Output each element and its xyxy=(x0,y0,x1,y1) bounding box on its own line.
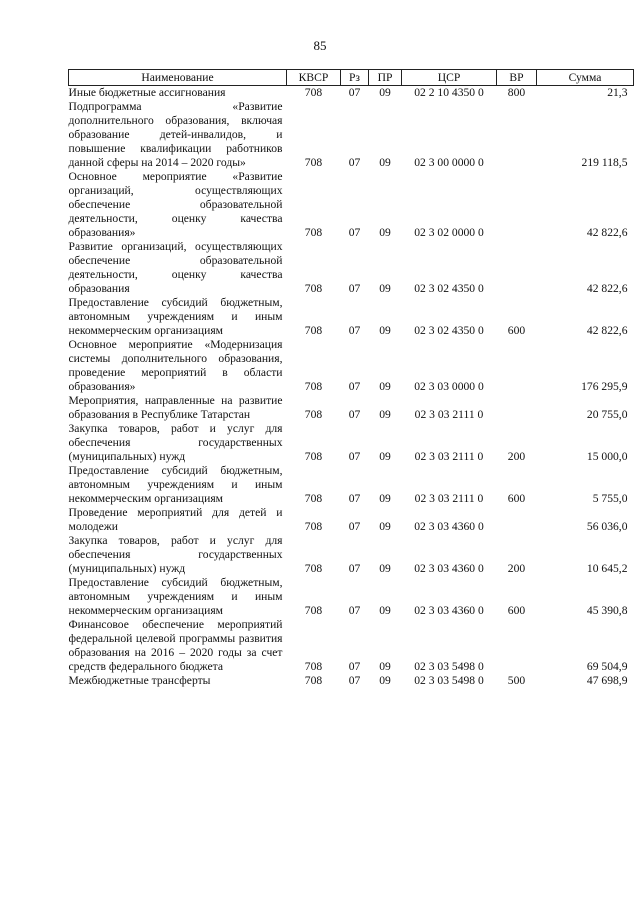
cell-kvsr: 708 xyxy=(304,660,323,673)
cell-name: Финансовое обеспечение мероприятий федеральной целевой программы развития образования на 2016 – 2020 годы за счет средств федерального бюджета xyxy=(68,618,283,673)
cell-rz: 07 xyxy=(348,674,361,687)
table-body xyxy=(69,86,634,689)
cell-csr: 02 2 10 4350 0 xyxy=(414,86,484,99)
cell-sum: 219 118,5 xyxy=(581,156,628,169)
cell-sum: 47 698,9 xyxy=(586,674,628,687)
table-row xyxy=(69,394,634,422)
cell-rz: 07 xyxy=(348,562,361,575)
table-row xyxy=(69,618,634,674)
cell-pr: 09 xyxy=(379,604,391,617)
cell-name: Закупка товаров, работ и услуг для обеспечения государственных (муниципальных) нужд xyxy=(68,534,283,575)
cell-sum: 42 822,6 xyxy=(586,324,628,337)
table-row xyxy=(69,506,634,534)
cell-kvsr: 708 xyxy=(304,520,323,533)
cell-name: Закупка товаров, работ и услуг для обеспечения государственных (муниципальных) нужд xyxy=(68,422,283,463)
cell-vr: 200 xyxy=(507,562,526,575)
cell-name: Межбюджетные трансферты xyxy=(68,674,211,687)
cell-rz: 07 xyxy=(348,86,361,99)
cell-csr: 02 3 03 0000 0 xyxy=(414,380,484,393)
cell-kvsr: 708 xyxy=(304,492,323,505)
cell-rz: 07 xyxy=(348,660,361,673)
table-row xyxy=(69,464,634,506)
cell-sum: 5 755,0 xyxy=(592,492,628,505)
header-kvsr: КВСР xyxy=(287,70,341,86)
cell-sum: 21,3 xyxy=(607,86,628,99)
cell-sum: 176 295,9 xyxy=(581,380,628,393)
cell-pr: 09 xyxy=(379,282,391,295)
cell-kvsr: 708 xyxy=(304,674,323,687)
cell-name: Основное мероприятие «Модернизация системы дополнительного образования, проведение мероприятий в области образования» xyxy=(68,338,283,393)
cell-csr: 02 3 03 4360 0 xyxy=(414,520,484,533)
table-row xyxy=(69,170,634,240)
cell-kvsr: 708 xyxy=(304,380,323,393)
header-csr: ЦСР xyxy=(402,70,497,86)
cell-csr: 02 3 00 0000 0 xyxy=(414,156,484,169)
budget-table xyxy=(68,69,634,688)
cell-rz: 07 xyxy=(348,520,361,533)
cell-csr: 02 3 02 0000 0 xyxy=(414,226,484,239)
cell-vr xyxy=(497,394,537,422)
cell-rz: 07 xyxy=(348,156,361,169)
cell-rz: 07 xyxy=(348,380,361,393)
cell-sum: 10 645,2 xyxy=(586,562,628,575)
cell-kvsr: 708 xyxy=(304,86,323,99)
cell-csr: 02 3 02 4350 0 xyxy=(414,282,484,295)
cell-rz: 07 xyxy=(348,282,361,295)
cell-pr: 09 xyxy=(379,86,391,99)
cell-pr: 09 xyxy=(379,156,391,169)
cell-sum: 69 504,9 xyxy=(586,660,628,673)
cell-rz: 07 xyxy=(348,226,361,239)
table-row xyxy=(69,338,634,394)
cell-csr: 02 3 02 4350 0 xyxy=(414,324,484,337)
cell-name: Мероприятия, направленные на развитие образования в Республике Татарстан xyxy=(68,394,283,421)
cell-rz: 07 xyxy=(348,408,361,421)
cell-name: Предоставление субсидий бюджетным, автономным учреждениям и иным некоммерческим организациям xyxy=(68,576,283,617)
cell-csr: 02 3 03 2111 0 xyxy=(414,408,484,421)
cell-vr xyxy=(497,338,537,394)
table-row xyxy=(69,100,634,170)
header-vr: ВР xyxy=(497,70,537,86)
cell-csr: 02 3 03 2111 0 xyxy=(414,492,484,505)
table-row xyxy=(69,674,634,688)
cell-sum: 45 390,8 xyxy=(586,604,628,617)
table-row xyxy=(69,240,634,296)
header-sum: Сумма xyxy=(537,70,634,86)
cell-pr: 09 xyxy=(379,660,391,673)
cell-pr: 09 xyxy=(379,408,391,421)
cell-vr xyxy=(497,506,537,534)
cell-sum: 42 822,6 xyxy=(586,282,628,295)
cell-rz: 07 xyxy=(348,492,361,505)
table-header-row xyxy=(69,70,634,86)
cell-pr: 09 xyxy=(379,380,391,393)
cell-pr: 09 xyxy=(379,674,391,687)
cell-csr: 02 3 03 4360 0 xyxy=(414,562,484,575)
cell-kvsr: 708 xyxy=(304,226,323,239)
table-row xyxy=(69,296,634,338)
table-row xyxy=(69,422,634,464)
cell-csr: 02 3 03 2111 0 xyxy=(414,450,484,463)
cell-name: Предоставление субсидий бюджетным, автономным учреждениям и иным некоммерческим организациям xyxy=(68,464,283,505)
cell-sum: 56 036,0 xyxy=(586,520,628,533)
header-pr: ПР xyxy=(369,70,402,86)
cell-rz: 07 xyxy=(348,450,361,463)
table-row xyxy=(69,576,634,618)
cell-pr: 09 xyxy=(379,562,391,575)
page-number: 85 xyxy=(313,38,327,53)
cell-kvsr: 708 xyxy=(304,562,323,575)
cell-kvsr: 708 xyxy=(304,408,323,421)
cell-pr: 09 xyxy=(379,450,391,463)
cell-vr: 200 xyxy=(507,450,526,463)
cell-name: Предоставление субсидий бюджетным, автономным учреждениям и иным некоммерческим организациям xyxy=(68,296,283,337)
cell-csr: 02 3 03 5498 0 xyxy=(414,660,484,673)
cell-sum: 15 000,0 xyxy=(586,450,628,463)
table-row xyxy=(69,534,634,576)
cell-name: Проведение мероприятий для детей и молодежи xyxy=(68,506,283,533)
cell-vr: 800 xyxy=(507,86,526,99)
cell-vr xyxy=(497,240,537,296)
cell-name: Подпрограмма «Развитие дополнительного образования, включая образование детей-инвалидов, и повышение квалификации работников данной сферы на 2014 – 2020 годы» xyxy=(68,100,283,169)
table-row xyxy=(69,86,634,101)
cell-sum: 42 822,6 xyxy=(586,226,628,239)
cell-kvsr: 708 xyxy=(304,324,323,337)
cell-pr: 09 xyxy=(379,492,391,505)
cell-kvsr: 708 xyxy=(304,604,323,617)
cell-name: Основное мероприятие «Развитие организаций, осуществляющих обеспечение образовательной деятельности, оценку качества образования» xyxy=(68,170,283,239)
header-name: Наименование xyxy=(69,70,287,86)
cell-name: Развитие организаций, осуществляющих обеспечение образовательной деятельности, оценку качества образования xyxy=(68,240,283,295)
cell-rz: 07 xyxy=(348,324,361,337)
cell-kvsr: 708 xyxy=(304,156,323,169)
cell-vr xyxy=(497,100,537,170)
cell-rz: 07 xyxy=(348,604,361,617)
cell-vr: 600 xyxy=(507,324,526,337)
cell-vr: 500 xyxy=(507,674,526,687)
cell-csr: 02 3 03 4360 0 xyxy=(414,604,484,617)
cell-vr: 600 xyxy=(507,492,526,505)
cell-csr: 02 3 03 5498 0 xyxy=(414,674,484,687)
header-rz: Рз xyxy=(341,70,369,86)
cell-kvsr: 708 xyxy=(304,450,323,463)
cell-vr xyxy=(497,618,537,674)
cell-vr xyxy=(497,170,537,240)
cell-vr: 600 xyxy=(507,604,526,617)
cell-pr: 09 xyxy=(379,324,391,337)
cell-pr: 09 xyxy=(379,226,391,239)
cell-kvsr: 708 xyxy=(304,282,323,295)
cell-name: Иные бюджетные ассигнования xyxy=(68,86,226,99)
cell-sum: 20 755,0 xyxy=(586,408,628,421)
cell-pr: 09 xyxy=(379,520,391,533)
